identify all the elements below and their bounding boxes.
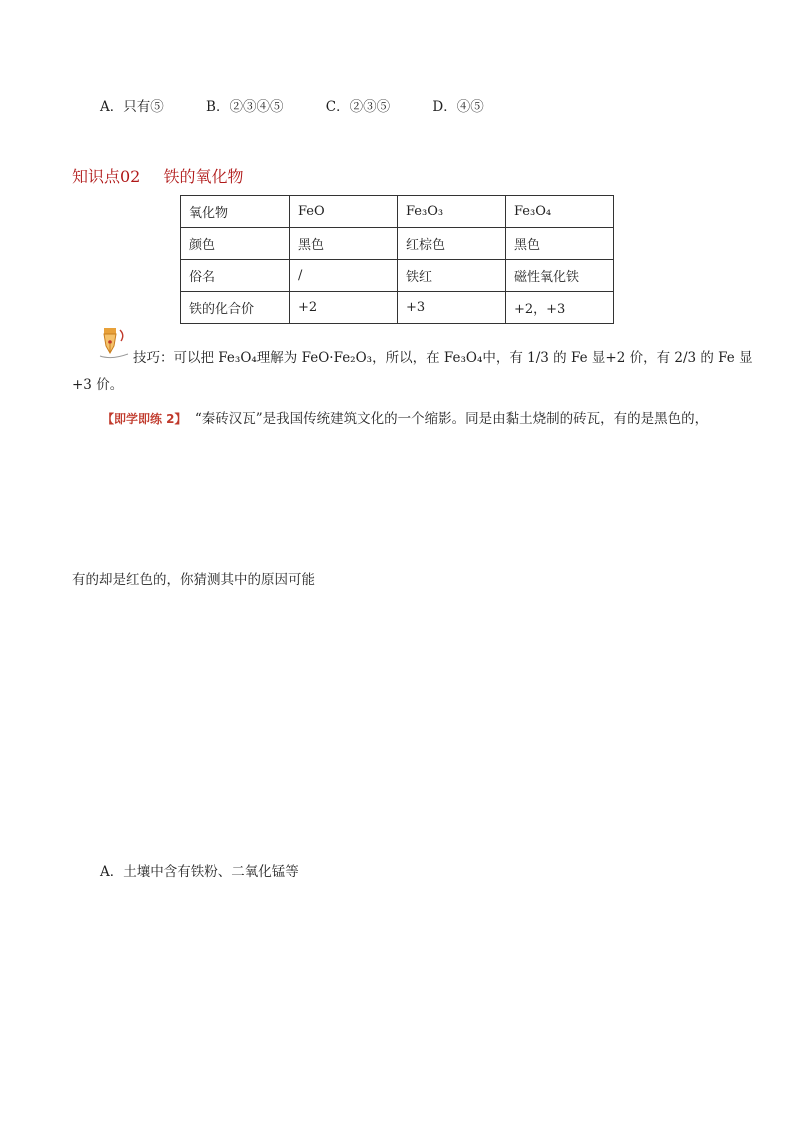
table-cell: 红棕色 <box>398 228 506 260</box>
table-cell: 黑色 <box>290 228 398 260</box>
option-c: C．②③⑤ <box>325 99 391 115</box>
table-cell: 黑色 <box>506 228 614 260</box>
table-cell: 氧化物 <box>181 196 290 228</box>
practice-text-line-1: “秦砖汉瓦”是我国传统建筑文化的一个缩影。同是由黏土烧制的砖瓦，有的是黑色的， <box>194 411 709 427</box>
pen-nib-icon <box>98 326 130 360</box>
option-d: D．④⑤ <box>432 99 484 115</box>
answer-options-row <box>100 95 484 115</box>
tip-line-1: 技巧：可以把 Fe₃O₄理解为 FeO·Fe₂O₃，所以，在 Fe₃O₄中，有 1/3 的 Fe 显+2 价，有 2/3 的 Fe 显 <box>133 350 753 366</box>
table-row <box>181 292 614 324</box>
table-cell: 铁的化合价 <box>181 292 290 324</box>
table-cell: Fe₃O₄ <box>506 196 614 228</box>
table-cell: +2，+3 <box>506 292 614 324</box>
tip-line-2: +3 价。 <box>72 377 124 393</box>
practice-text-line-2: 有的却是红色的，你猜测其中的原因可能 <box>72 572 315 588</box>
table-cell: / <box>290 260 398 292</box>
practice-question <box>102 407 708 427</box>
iron-oxides-table <box>180 195 614 324</box>
table-row <box>181 196 614 228</box>
option-b: B．②③④⑤ <box>206 99 284 115</box>
table-cell: FeO <box>290 196 398 228</box>
table-cell: 俗名 <box>181 260 290 292</box>
practice-option-a: A．土壤中含有铁粉、二氧化锰等 <box>100 864 299 880</box>
table-cell: +3 <box>398 292 506 324</box>
option-a: A．只有⑤ <box>100 99 164 115</box>
table-row <box>181 228 614 260</box>
table-cell: 颜色 <box>181 228 290 260</box>
knowledge-point-number: 知识点02 <box>72 167 141 186</box>
table-cell: +2 <box>290 292 398 324</box>
table-cell: Fe₃O₃ <box>398 196 506 228</box>
practice-tag: 【即学即练 2】 <box>102 412 187 426</box>
table-cell: 磁性氧化铁 <box>506 260 614 292</box>
knowledge-point-title: 铁的氧化物 <box>163 167 244 186</box>
table-row <box>181 260 614 292</box>
knowledge-point-heading <box>72 164 243 187</box>
table-cell: 铁红 <box>398 260 506 292</box>
